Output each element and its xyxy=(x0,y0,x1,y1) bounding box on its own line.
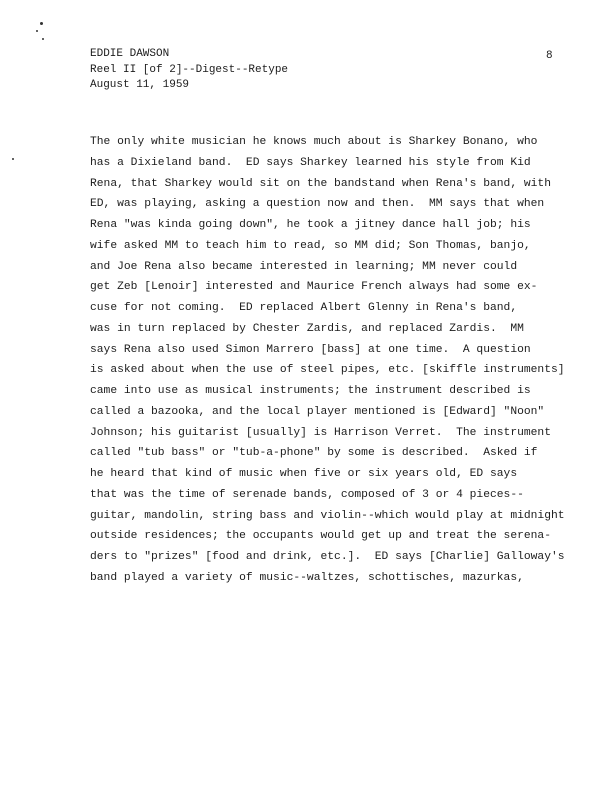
transcript-line: guitar, mandolin, string bass and violin--which would play at midnight xyxy=(90,509,565,522)
transcript-line: Rena "was kinda going down", he took a jitney dance hall job; his xyxy=(90,219,531,231)
interview-date: August 11, 1959 xyxy=(90,79,190,91)
transcript-line: Rena, that Sharkey would sit on the bandstand when Rena's band, with xyxy=(90,177,551,190)
transcript-line: ders to "prizes" [food and drink, etc.]. ED says [Charlie] Galloway's xyxy=(90,551,565,563)
transcript-line: came into use as musical instruments; the instrument described is xyxy=(90,385,531,397)
transcript-line: and Joe Rena also became interested in learning; MM never could xyxy=(90,260,518,273)
transcript-line: called "tub bass" or "tub-a-phone" by some is described. Asked if xyxy=(90,447,538,460)
transcript-line: ED, was playing, asking a question now and then. MM says that when xyxy=(90,198,545,211)
transcript-line: band played a variety of music--waltzes, schottisches, mazurkas, xyxy=(90,571,524,584)
transcript-line: called a bazooka, and the local player mentioned is [Edward] "Noon" xyxy=(90,405,545,418)
interviewee-name: EDDIE DAWSON xyxy=(90,48,170,60)
transcript-line: wife asked MM to teach him to read, so MM did; Son Thomas, banjo, xyxy=(90,239,531,252)
transcript-line: that was the time of serenade bands, composed of 3 or 4 pieces-- xyxy=(90,488,524,501)
transcript-line: Johnson; his guitarist [usually] is Harrison Verret. The instrument xyxy=(90,426,551,439)
scan-speck xyxy=(42,38,44,40)
transcript-line: The only white musician he knows much about is Sharkey Bonano, who xyxy=(90,136,538,148)
transcript-line: get Zeb [Lenoir] interested and Maurice French always had some ex- xyxy=(90,281,538,294)
transcript-line: was in turn replaced by Chester Zardis, and replaced Zardis. MM xyxy=(90,322,524,335)
transcript-line: cuse for not coming. ED replaced Albert Glenny in Rena's band, xyxy=(90,302,518,314)
transcript-line: outside residences; the occupants would get up and treat the serena- xyxy=(90,530,551,543)
reel-label: Reel II [of 2]--Digest--Retype xyxy=(90,63,289,76)
document-header xyxy=(90,47,288,94)
scan-speck xyxy=(40,22,43,25)
transcript-body xyxy=(90,132,610,589)
scan-speck xyxy=(12,158,14,160)
transcript-line: is asked about when the use of steel pipes, etc. [skiffle instruments] xyxy=(90,364,565,377)
scan-speck xyxy=(36,30,38,32)
transcript-line: he heard that kind of music when five or six years old, ED says xyxy=(90,468,518,480)
page-number: 8 xyxy=(546,50,553,62)
transcript-line: says Rena also used Simon Marrero [bass] at one time. A question xyxy=(90,343,531,356)
transcript-line: has a Dixieland band. ED says Sharkey learned his style from Kid xyxy=(90,156,531,169)
